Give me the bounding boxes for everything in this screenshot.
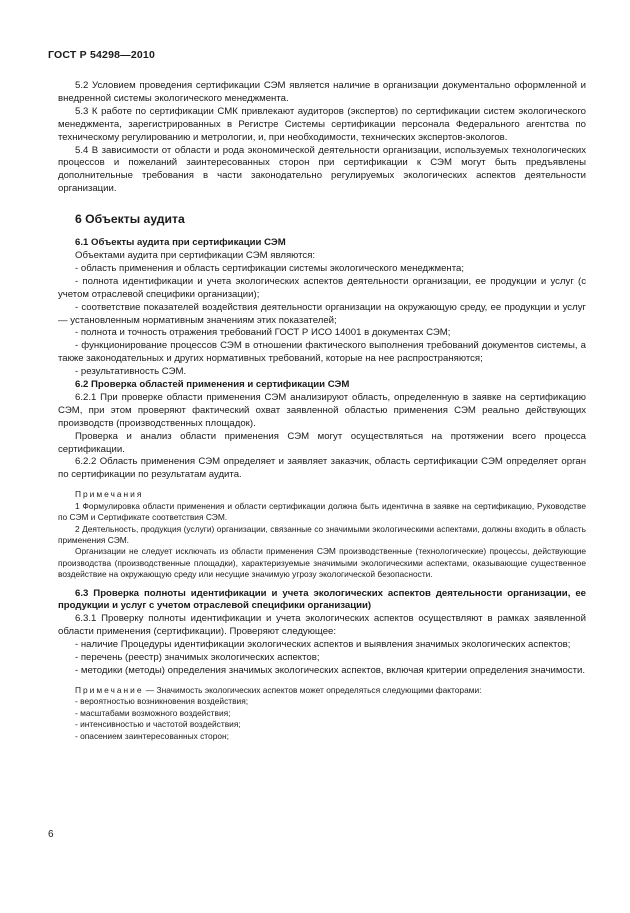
page-number: 6 xyxy=(48,829,54,840)
document-body xyxy=(58,80,586,742)
list-item: - полнота и точность отражения требований ГОСТ Р ИСО 14001 в документах СЭМ; xyxy=(75,327,451,339)
note-item: Организации не следует исключать из области применения СЭМ производственные (технологические) процессы, действующие производства (производственные площадки), характеризуемые значимыми экологическими аспектами, оказывающие существенное воздействие на окружающую среду или несущие значимую угрозу экологической безопасности. xyxy=(58,546,586,580)
list-item: - полнота идентификации и учета экологических аспектов деятельности организации, ее продукции и услуг (с учетом отраслевой специфики организации); xyxy=(58,275,586,300)
paragraph-5-2: 5.2 Условием проведения сертификации СЭМ является наличие в организации документально оформленной и внедренной системы экологического менеджмента. xyxy=(58,80,586,104)
paragraph-6-3-1: 6.3.1 Проверку полноты идентификации и учета экологических аспектов осуществляют в рамках заявленной области применения (сертификации). Проверяют следующее: xyxy=(58,613,586,638)
note-2-label: Примечание xyxy=(75,684,144,695)
paragraph-6-2-1: 6.2.1 При проверке области применения СЭМ анализируют область, определенную в заявке на сертификацию СЭМ, при этом проверяют фактический охват заявленной областью применения СЭМ реально действующих производств (производственных площадок). xyxy=(58,391,586,429)
section-6-1-title: 6.1 Объекты аудита при сертификации СЭМ xyxy=(75,237,286,249)
paragraph-5-4: 5.4 В зависимости от области и рода экономической деятельности организации, используемых технологических процессов и пожеланий заинтересованных сторон при сертификации к СЭМ могут быть предъявлены дополнительные требования в части законодательно регулируемых экологических аспектов деятельности организации. xyxy=(58,144,586,195)
section-6-title: 6 Объекты аудита xyxy=(75,212,185,227)
paragraph-5-3: 5.3 К работе по сертификации СМК привлекают аудиторов (экспертов) по сертификации систем экологического менеджмента, зарегистрированных в Регистре Системы сертификации персонала Федерального агентства по техническому регулированию и метрологии, и, при необходимости, технических экспертов-экологов. xyxy=(58,105,586,143)
notes-label: Примечания xyxy=(75,489,144,500)
note-list-item: - масштабами возможного воздействия; xyxy=(75,707,231,718)
list-item: - наличие Процедуры идентификации экологических аспектов и выявления значимых экологических аспектов; xyxy=(75,639,571,651)
section-6-2-title: 6.2 Проверка областей применения и сертификации СЭМ xyxy=(75,379,350,391)
list-item: - функционирование процессов СЭМ в отношении фактического выполнения требований документов системы, а также законодательных и других нормативных требований, которые на нее распространяются; xyxy=(58,340,586,365)
note-list-item: - интенсивностью и частотой воздействия; xyxy=(75,719,241,730)
note-2-text: — Значимость экологических аспектов может определяться следующими факторами: xyxy=(143,684,482,695)
paragraph-6-2-1-b: Проверка и анализ области применения СЭМ могут осуществляться на протяжении всего процесса сертификации. xyxy=(58,430,586,455)
list-item: - область применения и область сертификации системы экологического менеджмента; xyxy=(75,262,465,274)
paragraph-6-2-2: 6.2.2 Область применения СЭМ определяет и заявляет заказчик, область сертификации СЭМ определяет орган по сертификации по результатам аудита. xyxy=(58,456,586,481)
note-item: 2 Деятельность, продукция (услуги) организации, связанные со значимыми экологическими аспектами, должны входить в область применения СЭМ. xyxy=(58,523,586,545)
note-list-item: - вероятностью возникновения воздействия; xyxy=(75,696,249,707)
list-item: - результативность СЭМ. xyxy=(75,366,187,378)
document-header: ГОСТ Р 54298—2010 xyxy=(48,49,156,61)
note-list-item: - опасением заинтересованных сторон; xyxy=(75,730,229,741)
list-item: - методики (методы) определения значимых экологических аспектов, включая критерии определения значимости. xyxy=(75,664,586,676)
list-item: - соответствие показателей воздействия деятельности организации на окружающую среду, ее продукции и услуг — установленным нормативным значениям этих показателей; xyxy=(58,301,586,326)
note-2 xyxy=(58,685,586,696)
section-6-1-intro: Объектами аудита при сертификации СЭМ являются: xyxy=(75,249,316,261)
section-6-3-title: 6.3 Проверка полноты идентификации и учета экологических аспектов деятельности организации, ее продукции и услуг с учетом отраслевой специфики организации) xyxy=(58,587,586,612)
note-item: 1 Формулировка области применения и области сертификации должна быть идентична в заявке на сертификацию, Руководстве по СЭМ и Сертификате соответствия СЭМ. xyxy=(58,500,586,523)
list-item: - перечень (реестр) значимых экологических аспектов; xyxy=(75,652,320,664)
